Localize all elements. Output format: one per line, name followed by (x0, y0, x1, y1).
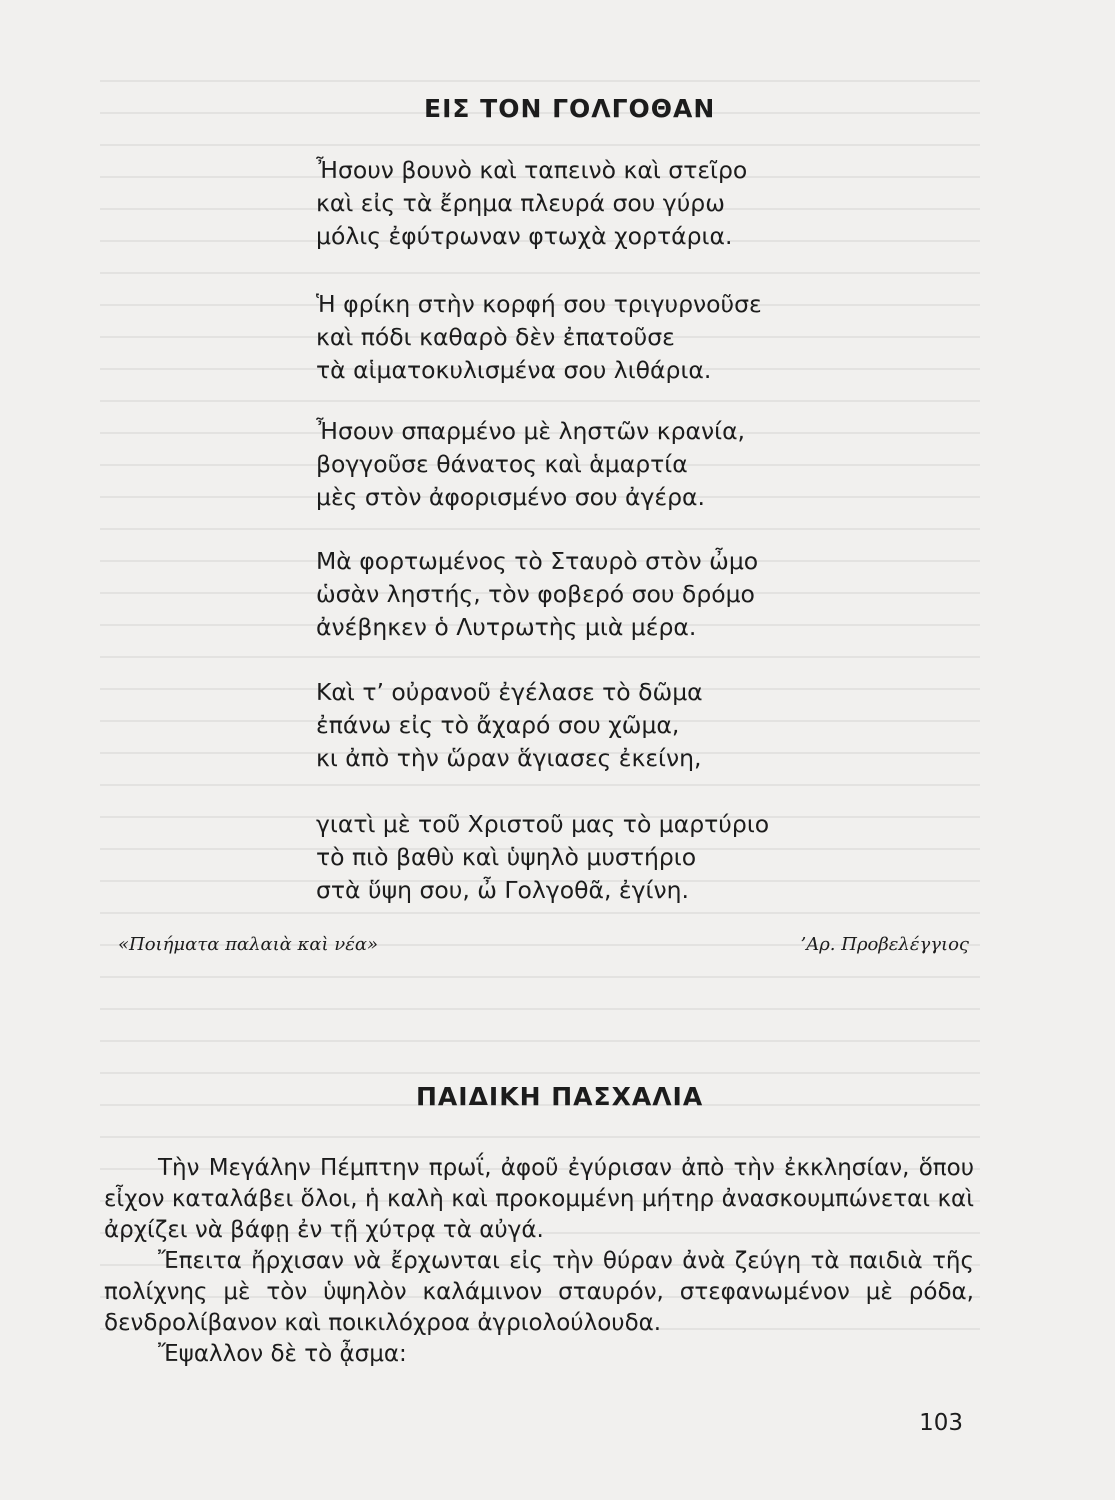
poem-stanza (316, 288, 762, 387)
poem-source: «Ποιήματα παλαιὰ καὶ νέα» (118, 934, 379, 955)
poem-line: ὡσὰν ληστής, τὸν φοβερό σου δρόμο (316, 580, 755, 608)
poem-line: γιατὶ μὲ τοῦ Χριστοῦ μας τὸ μαρτύριο (316, 810, 770, 838)
poem-line: Μὰ φορτωμένος τὸ Σταυρὸ στὸν ὦμο (316, 547, 759, 575)
poem-line: καὶ πόδι καθαρὸ δὲν ἐπατοῦσε (316, 323, 675, 351)
poem-line: μόλις ἐφύτρωναν φτωχὰ χορτάρια. (316, 222, 733, 250)
poem-title: ΕΙΣ ΤΟΝ ΓΟΛΓΟΘΑΝ (424, 94, 716, 123)
poem-line: κι ἀπὸ τὴν ὥραν ἅγιασες ἐκείνη, (316, 744, 702, 772)
poem-line: στὰ ὕψη σου, ὦ Γολγοθᾶ, ἐγίνη. (316, 876, 689, 904)
poem-line: καὶ εἰς τὰ ἔρημα πλευρά σου γύρω (316, 189, 725, 217)
prose-paragraph (104, 1339, 974, 1370)
poem-stanza (316, 415, 745, 514)
poem-line: ἀνέβηκεν ὁ Λυτρωτὴς μιὰ μέρα. (316, 613, 697, 641)
poem-line: Καὶ τ’ οὐρανοῦ ἐγέλασε τὸ δῶμα (316, 678, 703, 706)
poem-line: μὲς στὸν ἀφορισμένο σου ἀγέρα. (316, 483, 706, 511)
prose-paragraph (104, 1153, 974, 1246)
poem-stanza (316, 154, 747, 253)
poem-line: Ἦσουν βουνὸ καὶ ταπεινὸ καὶ στεῖρο (316, 156, 748, 184)
paragraph-text: Ἔψαλλον δὲ τὸ ᾆσμα: (158, 1341, 407, 1367)
poem-stanza (316, 676, 703, 775)
prose-title: ΠΑΙΔΙΚΗ ΠΑΣΧΑΛΙΑ (416, 1082, 704, 1111)
poem-line: βογγοῦσε θάνατος καὶ ἁμαρτία (316, 450, 688, 478)
paragraph-text: Ἔπειτα ἤρχισαν νὰ ἔρχωνται εἰς τὴν θύραν ἀνὰ ζεύγη τὰ παιδιὰ τῆς πολίχνης μὲ τὸν ὑψηλὸν καλάμινον σταυρόν, στεφανωμένον μὲ ρόδα, δενδρολίβανον καὶ ποικιλόχροα ἀγριολούλουδα. (104, 1248, 974, 1336)
poem-stanza (316, 545, 758, 644)
poem-line: τὸ πιὸ βαθὺ καὶ ὑψηλὸ μυστήριο (316, 843, 697, 871)
poem-line: τὰ αἱματοκυλισμένα σου λιθάρια. (316, 356, 712, 384)
poem-author: ’Αρ. Προβελέγγιος (800, 934, 969, 955)
poem-line: Ἦσουν σπαρμένο μὲ ληστῶν κρανία, (316, 417, 746, 445)
page-number: 103 (919, 1410, 963, 1436)
poem-line: ἐπάνω εἰς τὸ ἄχαρό σου χῶμα, (316, 711, 680, 739)
paragraph-text: Τὴν Μεγάλην Πέμπτην πρωΐ, ἀφοῦ ἐγύρισαν ἀπὸ τὴν ἐκκλησίαν, ὅπου εἶχον καταλάβει ὅλοι, ἡ καλὴ καὶ προκομμένη μήτηρ ἀνασκουμπώνεται καὶ ἀρχίζει νὰ βάφῃ ἐν τῇ χύτρᾳ τὰ αὐγά. (104, 1155, 974, 1243)
poem-stanza (316, 808, 769, 907)
poem-line: Ἡ φρίκη στὴν κορφή σου τριγυρνοῦσε (316, 290, 762, 318)
prose-paragraph (104, 1246, 974, 1339)
